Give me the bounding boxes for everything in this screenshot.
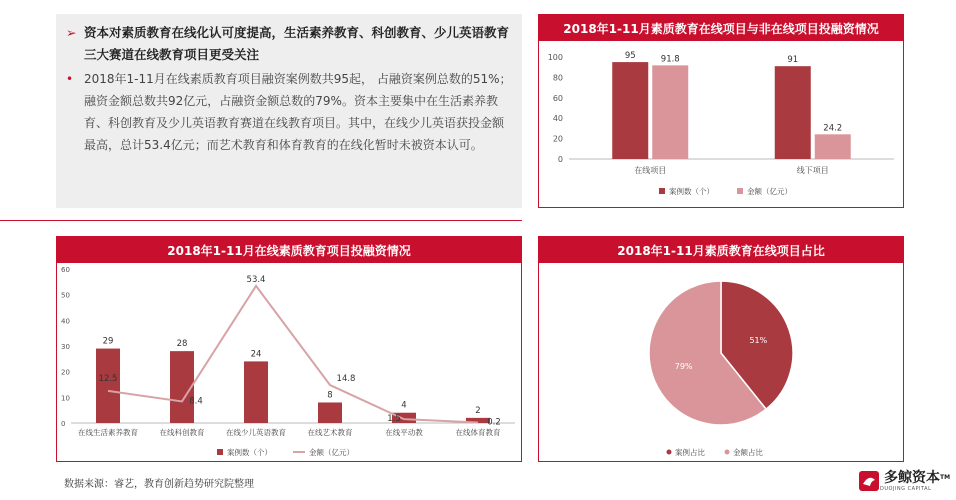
online-vs-offline-panel xyxy=(538,14,904,208)
summary-body xyxy=(66,68,512,156)
chart1-bar-label: 91.8 xyxy=(660,54,680,65)
chart2-title: 2018年1-11月在线素质教育项目投融资情况 xyxy=(57,237,521,263)
chart3-legend-swatch xyxy=(667,450,672,455)
chart2-line-label: 14.8 xyxy=(336,374,356,385)
chart1-ytick: 40 xyxy=(552,114,563,124)
chart2-bar-label: 24 xyxy=(250,349,262,360)
chart2-ytick: 50 xyxy=(61,291,70,300)
chart2-bar xyxy=(96,349,120,423)
chart2-xtick: 在线少儿英语教育 xyxy=(226,428,286,437)
chart2-svg xyxy=(57,263,521,461)
summary-heading-text: 资本对素质教育在线化认可度提高，生活素养教育、科创教育、少儿英语教育三大赛道在线教育项目更受关注 xyxy=(84,25,510,62)
arrow-bullet-icon: ➢ xyxy=(66,25,77,40)
chart2-line-label: 12.5 xyxy=(98,373,118,384)
chart2-line-label: 0.2 xyxy=(487,417,501,428)
chart2-xtick: 在线艺术教育 xyxy=(307,428,353,437)
chart1-ytick: 80 xyxy=(552,73,563,83)
chart1-bar xyxy=(775,66,811,159)
chart2-line xyxy=(108,286,481,423)
chart1-bar-label: 95 xyxy=(624,51,636,62)
chart1-ytick: 60 xyxy=(552,93,563,103)
chart2-line-label: 1.5 xyxy=(387,414,401,425)
chart2-ytick: 40 xyxy=(61,317,70,326)
chart1-xtick: 线下项目 xyxy=(796,166,829,175)
chart2-bar-label: 28 xyxy=(176,339,188,350)
chart2-ytick: 30 xyxy=(61,343,70,351)
chart1-legend-swatch xyxy=(659,188,665,194)
chart1-ytick: 100 xyxy=(547,53,563,62)
chart2-xtick: 在线平动教 xyxy=(385,428,423,437)
chart1-legend-swatch xyxy=(737,188,743,194)
chart3-legend-label: 金额占比 xyxy=(733,448,763,457)
chart1-title: 2018年1-11月素质教育在线项目与非在线项目投融资情况 xyxy=(539,15,903,41)
chart1-legend-label: 金额（亿元） xyxy=(747,187,792,196)
chart1-ytick: 20 xyxy=(552,134,563,144)
logo-brand: 多鲸资本 xyxy=(884,470,940,486)
chart2-ytick: 20 xyxy=(61,368,70,377)
chart1-bar-label: 24.2 xyxy=(823,123,843,134)
chart3-svg xyxy=(539,263,903,461)
chart2-ytick: 0 xyxy=(61,420,66,428)
chart2-line-label: 8.4 xyxy=(189,396,203,407)
chart2-xtick: 在线科创教育 xyxy=(159,428,205,437)
chart3-title: 2018年1-11月素质教育在线项目占比 xyxy=(539,237,903,263)
online-share-panel xyxy=(538,236,904,462)
chart2-legend-label-line: 金额（亿元） xyxy=(309,448,354,457)
summary-textbox xyxy=(56,14,522,208)
data-source-note: 数据来源：睿艺，教育创新趋势研究院整理 xyxy=(64,479,254,490)
chart2-line-label: 53.4 xyxy=(246,274,266,285)
chart2-bar-label: 2 xyxy=(475,405,481,416)
chart2-xtick: 在线生活素养教育 xyxy=(78,428,138,437)
chart2-bar-label: 4 xyxy=(401,400,407,411)
logo-sub: DUOJING CAPITAL xyxy=(880,486,932,492)
chart1-bar-label: 91 xyxy=(787,55,799,66)
chart1-legend-label: 案例数（个） xyxy=(669,187,714,196)
chart1-bar xyxy=(815,134,851,159)
chart1-bar xyxy=(652,65,688,159)
chart3-slice-label: 51% xyxy=(749,335,768,345)
online-categories-panel xyxy=(56,236,522,462)
chart2-legend-label-bar: 案例数（个） xyxy=(227,448,272,457)
divider-line xyxy=(0,220,522,221)
chart1-bar xyxy=(612,62,648,159)
company-logo xyxy=(858,470,950,492)
chart2-ytick: 10 xyxy=(61,394,70,403)
chart3-slice-label: 79% xyxy=(674,362,693,372)
chart2-legend-swatch-bar xyxy=(217,449,223,455)
chart3-legend-swatch xyxy=(725,450,730,455)
chart2-bar xyxy=(318,402,342,423)
chart1-xtick: 在线项目 xyxy=(634,166,667,175)
summary-heading xyxy=(66,22,512,66)
chart2-bar xyxy=(244,361,268,423)
chart3-legend-label: 案例占比 xyxy=(675,448,705,457)
chart2-ytick: 60 xyxy=(61,266,70,274)
summary-body-text: 2018年1-11月在线素质教育项目融资案例数共95起， 占融资案例总数的51%；融资金额总数共92亿元，占融资金额总数的79%。资本主要集中在生活素养教育、科创教育及少儿英语教育赛道在线教育项目。其中，在线少儿英语获投金额最高，总计53.4亿元；而艺术教育和体育教育的在线化暂时未被资本认可。 xyxy=(84,72,512,152)
chart1-ytick: 0 xyxy=(557,155,563,164)
chart1-svg xyxy=(539,41,903,207)
chart2-bar-label: 8 xyxy=(327,390,333,401)
whale-logo-icon xyxy=(858,470,880,492)
chart2-bar-label: 29 xyxy=(102,336,114,347)
chart2-xtick: 在线体育教育 xyxy=(455,428,501,437)
dot-bullet-icon: • xyxy=(66,72,74,86)
logo-tm: TM xyxy=(940,474,951,481)
